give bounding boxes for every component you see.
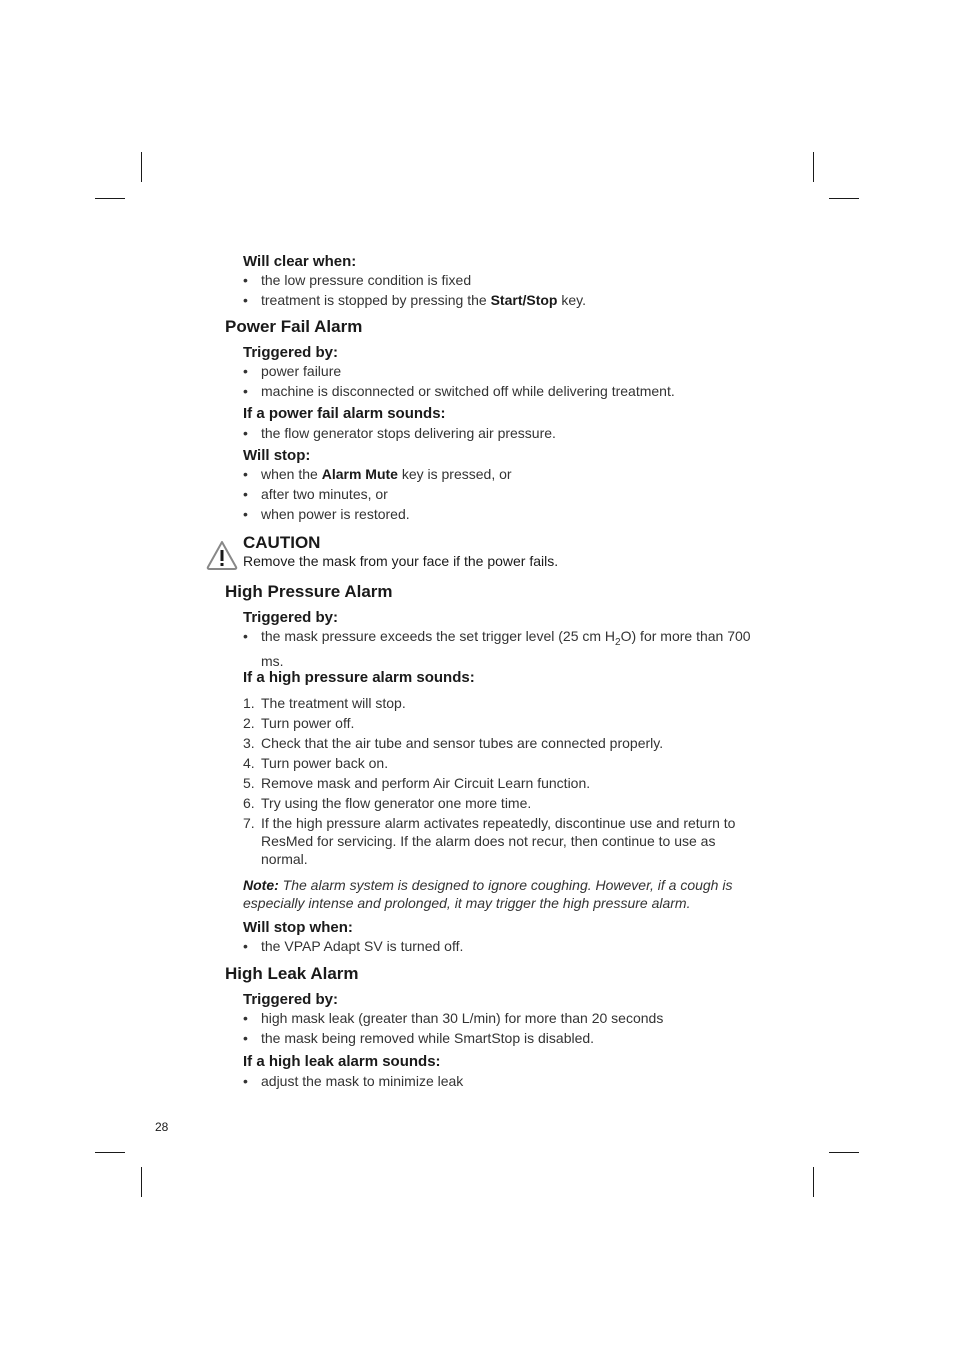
list-item: 4. Turn power back on. (243, 755, 389, 771)
will-clear-heading: Will clear when: (243, 253, 357, 270)
alarm-mute-key: Alarm Mute (321, 466, 398, 482)
list-item: • the mask pressure exceeds the set trigger level (25 cm $H_2O$) for more than 700 ms. (243, 628, 751, 669)
sounds-heading: If a high leak alarm sounds: (243, 1053, 441, 1070)
crop-mark (813, 152, 814, 182)
list-item: • treatment is stopped by pressing the Start/Stop key. (243, 292, 586, 308)
high-pressure-title: High Pressure Alarm (225, 582, 393, 601)
list-item: • when the Alarm Mute key is pressed, or (243, 466, 512, 482)
warning-icon (206, 540, 238, 570)
power-fail-title: Power Fail Alarm (225, 317, 363, 336)
list-item: • power failure (243, 363, 342, 379)
caution-text: Remove the mask from your face if the power fails. (243, 553, 559, 569)
list-item: • the VPAP Adapt SV is turned off. (243, 938, 464, 954)
list-item: 5. Remove mask and perform Air Circuit Learn function. (243, 775, 591, 791)
list-item: • the mask being removed while SmartStop is disabled. (243, 1030, 595, 1046)
page-number: 28 (155, 1120, 169, 1134)
high-leak-title: High Leak Alarm (225, 964, 359, 983)
list-item: • high mask leak (greater than 30 L/min) for more than 20 seconds (243, 1010, 664, 1026)
list-item: 7. If the high pressure alarm activates repeatedly, discontinue use and return to ResMed for servicing. If the alarm does not recur, then continue to use as normal. (243, 815, 736, 867)
triggered-heading: Triggered by: (243, 609, 339, 626)
crop-mark (95, 198, 125, 199)
list-item: • machine is disconnected or switched off while delivering treatment. (243, 383, 675, 399)
list-item: • when power is restored. (243, 506, 410, 522)
list-item: • the low pressure condition is fixed (243, 272, 472, 288)
list-item: • adjust the mask to minimize leak (243, 1073, 464, 1089)
triggered-heading: Triggered by: (243, 344, 339, 361)
note: Note: The alarm system is designed to ignore coughing. However, if a cough is especially intense and prolonged, it may trigger the high pressure alarm. (243, 877, 733, 911)
list-item: 2. Turn power off. (243, 715, 355, 731)
crop-mark (813, 1167, 814, 1197)
note-label: Note: (243, 877, 279, 893)
crop-mark (141, 152, 142, 182)
list-item: 1. The treatment will stop. (243, 695, 406, 711)
sounds-heading: If a high pressure alarm sounds: (243, 669, 475, 686)
list-item: 6. Try using the flow generator one more time. (243, 795, 532, 811)
crop-mark (95, 1152, 125, 1153)
list-item: • the flow generator stops delivering air pressure. (243, 425, 556, 441)
crop-mark (141, 1167, 142, 1197)
triggered-heading: Triggered by: (243, 991, 339, 1008)
list-item: • after two minutes, or (243, 486, 388, 502)
will-stop-heading: Will stop when: (243, 919, 353, 936)
sounds-heading: If a power fail alarm sounds: (243, 405, 446, 422)
caution-title: CAUTION (243, 533, 321, 552)
will-stop-heading: Will stop: (243, 447, 311, 464)
crop-mark (829, 1152, 859, 1153)
start-stop-key: Start/Stop (490, 292, 558, 308)
list-item: 3. Check that the air tube and sensor tubes are connected properly. (243, 735, 664, 751)
crop-mark (829, 198, 859, 199)
